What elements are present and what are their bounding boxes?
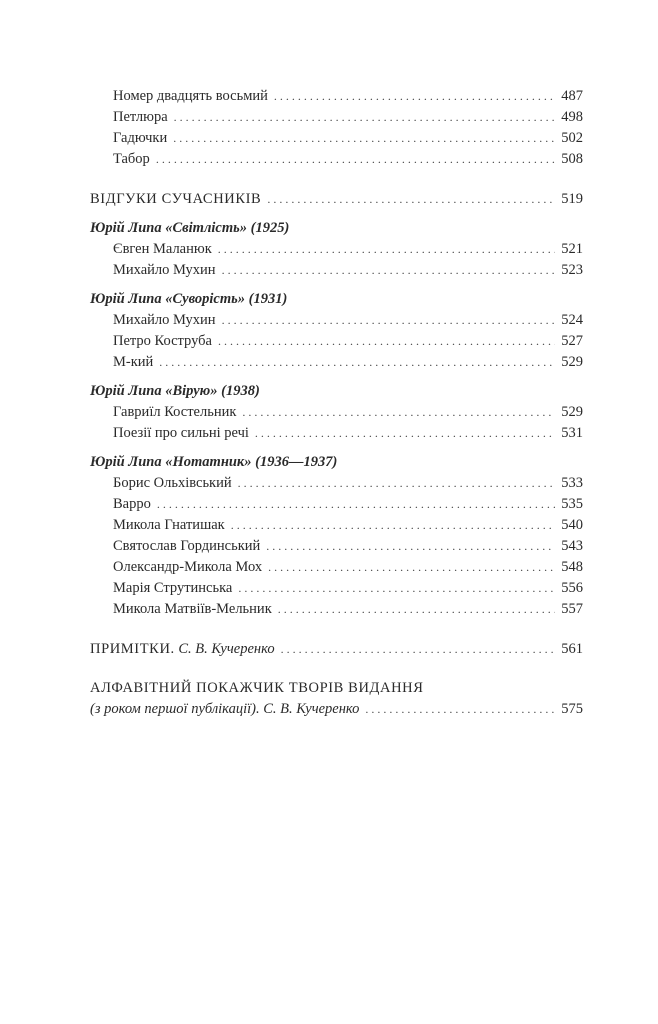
entry-page: 524 [561,312,583,328]
entry-page: 540 [561,517,583,533]
entry-title: Микола Матвіїв-Мельник [113,601,272,617]
section-index [90,699,583,720]
dot-leader [268,557,555,578]
section-reviews [90,189,583,210]
entry-title: Михайло Мухин [113,312,216,328]
entry-page: 498 [561,109,583,125]
entry-page: 556 [561,580,583,596]
entry-page: 557 [561,601,583,617]
toc-entry [90,402,583,423]
dot-leader [222,310,555,331]
toc-entry [90,473,583,494]
dot-leader [218,331,555,352]
toc-entry [90,557,583,578]
dot-leader [267,189,555,210]
entry-page: 531 [561,425,583,441]
entry-page: 523 [561,262,583,278]
dot-leader [159,352,555,373]
entry-page: 543 [561,538,583,554]
entry-page: 561 [561,641,583,657]
entry-title: Борис Ольхівський [113,475,232,491]
subsection-heading: Юрій Липа «Світлість» (1925) [90,220,290,236]
section-title-group [90,639,281,660]
dot-leader [238,473,555,494]
toc-entry [90,260,583,281]
entry-title: Михайло Мухин [113,262,216,278]
entry-page: 527 [561,333,583,349]
dot-leader [218,239,555,260]
entry-page: 548 [561,559,583,575]
entry-page: 519 [561,191,583,207]
toc-entry [90,599,583,620]
entry-title: Петро Коструба [113,333,212,349]
section-title: ВІДГУКИ СУЧАСНИКІВ [90,191,262,207]
toc-entry [90,331,583,352]
dot-leader [274,86,555,107]
dot-leader [231,515,555,536]
entry-title: М-кий [113,354,154,370]
entry-page: 502 [561,130,583,146]
section-notes [90,639,583,660]
dot-leader [266,536,555,557]
subsection-heading: Юрій Липа «Вірую» (1938) [90,383,260,399]
dot-leader [278,599,555,620]
toc-entry [90,536,583,557]
entry-title: Номер двадцять восьмий [113,88,268,104]
entry-page: 533 [561,475,583,491]
section-index-title: АЛФАВІТНИЙ ПОКАЖЧИК ТВОРІВ ВИДАННЯ [90,680,424,696]
section-title: ПРИМІТКИ. [90,641,175,657]
entry-title: Олександр-Микола Мох [113,559,263,575]
dot-leader [222,260,555,281]
dot-leader [255,423,555,444]
dot-leader [174,107,555,128]
toc-entry [90,515,583,536]
toc-entry [90,107,583,128]
toc-entry [90,239,583,260]
dot-leader [365,699,555,720]
toc-entry [90,128,583,149]
dot-leader [242,402,555,423]
entry-title: Гавриїл Костельник [113,404,237,420]
entry-title: Микола Гнатишак [113,517,225,533]
toc-entry [90,578,583,599]
entry-page: 535 [561,496,583,512]
dot-leader [281,639,555,660]
entry-page: 575 [561,701,583,717]
entry-title: Святослав Гординський [113,538,261,554]
entry-title: Варро [113,496,151,512]
subsection-heading: Юрій Липа «Нотатник» (1936—1937) [90,454,338,470]
entry-page: 487 [561,88,583,104]
dot-leader [238,578,555,599]
dot-leader [157,494,555,515]
toc-entry [90,310,583,331]
entry-page: 529 [561,404,583,420]
table-of-contents [90,86,583,720]
entry-page: 529 [561,354,583,370]
toc-entry [90,149,583,170]
toc-entry [90,86,583,107]
entry-title: Поезії про сильні речі [113,425,249,441]
entry-title: Петлюра [113,109,168,125]
dot-leader [173,128,555,149]
toc-entry [90,352,583,373]
entry-title: Гадючки [113,130,168,146]
subsection-heading: Юрій Липа «Суворість» (1931) [90,291,288,307]
entry-title: Євген Маланюк [113,241,212,257]
entry-title: Табор [113,151,150,167]
toc-entry [90,423,583,444]
section-subtitle: (з роком першої публікації). С. В. Кучеренко [90,701,360,717]
section-author: С. В. Кучеренко [178,641,275,657]
entry-page: 521 [561,241,583,257]
dot-leader [156,149,555,170]
toc-entry [90,494,583,515]
entry-title: Марія Струтинська [113,580,233,596]
entry-page: 508 [561,151,583,167]
